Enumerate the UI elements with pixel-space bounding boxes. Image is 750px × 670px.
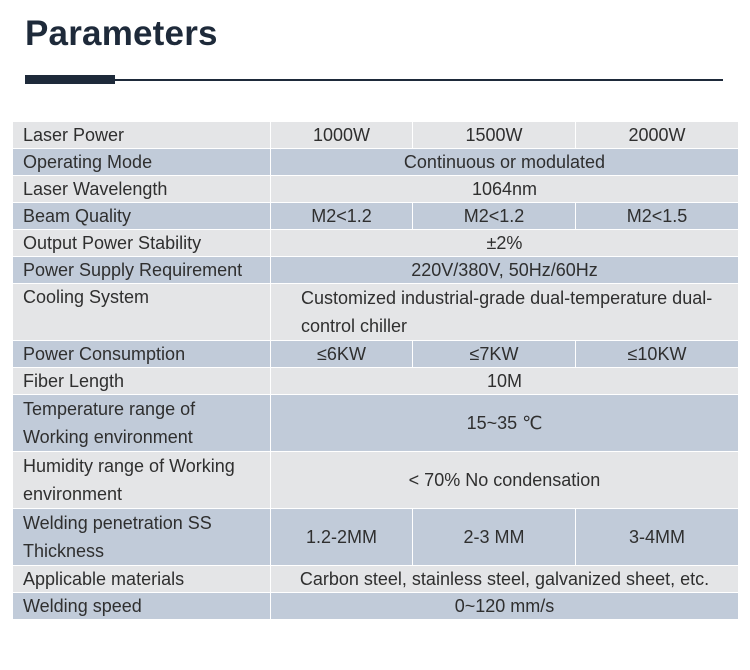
table-row — [13, 284, 739, 341]
table-row — [13, 368, 739, 395]
title-divider — [25, 79, 723, 81]
table-row — [13, 149, 739, 176]
param-value: M2<1.2 — [271, 203, 413, 230]
table-row — [13, 566, 739, 593]
table-row — [13, 509, 739, 566]
param-label: Operating Mode — [13, 149, 271, 176]
table-row — [13, 452, 739, 509]
param-value: 1.2-2MM — [271, 509, 413, 566]
param-label: Laser Wavelength — [13, 176, 271, 203]
table-row — [13, 230, 739, 257]
param-value: 1064nm — [271, 176, 739, 203]
param-value: 220V/380V, 50Hz/60Hz — [271, 257, 739, 284]
table-row — [13, 122, 739, 149]
param-label: Temperature range of Working environment — [13, 395, 271, 452]
param-value: M2<1.2 — [413, 203, 576, 230]
param-value: ±2% — [271, 230, 739, 257]
table-row — [13, 341, 739, 368]
param-label: Welding penetration SS Thickness — [13, 509, 271, 566]
param-label: Power Consumption — [13, 341, 271, 368]
title-accent-bar — [25, 75, 115, 84]
param-value: Continuous or modulated — [271, 149, 739, 176]
param-label: Laser Power — [13, 122, 271, 149]
param-label: Power Supply Requirement — [13, 257, 271, 284]
param-label: Beam Quality — [13, 203, 271, 230]
page-title: Parameters — [25, 14, 218, 53]
param-value: ≤6KW — [271, 341, 413, 368]
param-value: ≤10KW — [576, 341, 739, 368]
param-value: < 70% No condensation — [271, 452, 739, 509]
param-value: 10M — [271, 368, 739, 395]
param-label: Fiber Length — [13, 368, 271, 395]
param-value: 3-4MM — [576, 509, 739, 566]
param-value: M2<1.5 — [576, 203, 739, 230]
param-value: Carbon steel, stainless steel, galvanized sheet, etc. — [271, 566, 739, 593]
table-row — [13, 257, 739, 284]
param-value: 2000W — [576, 122, 739, 149]
param-value: 1500W — [413, 122, 576, 149]
param-value: Customized industrial-grade dual-temperature dual-control chiller — [271, 284, 739, 341]
param-value: 15~35 ℃ — [271, 395, 739, 452]
param-value: 1000W — [271, 122, 413, 149]
param-label: Cooling System — [13, 284, 271, 341]
param-label: Output Power Stability — [13, 230, 271, 257]
param-value: ≤7KW — [413, 341, 576, 368]
param-value: 0~120 mm/s — [271, 593, 739, 620]
param-label: Humidity range of Working environment — [13, 452, 271, 509]
param-label: Applicable materials — [13, 566, 271, 593]
table-row — [13, 593, 739, 620]
table-row — [13, 176, 739, 203]
table-row — [13, 395, 739, 452]
param-label: Welding speed — [13, 593, 271, 620]
table-row — [13, 203, 739, 230]
param-value: 2-3 MM — [413, 509, 576, 566]
parameters-table — [12, 121, 739, 620]
